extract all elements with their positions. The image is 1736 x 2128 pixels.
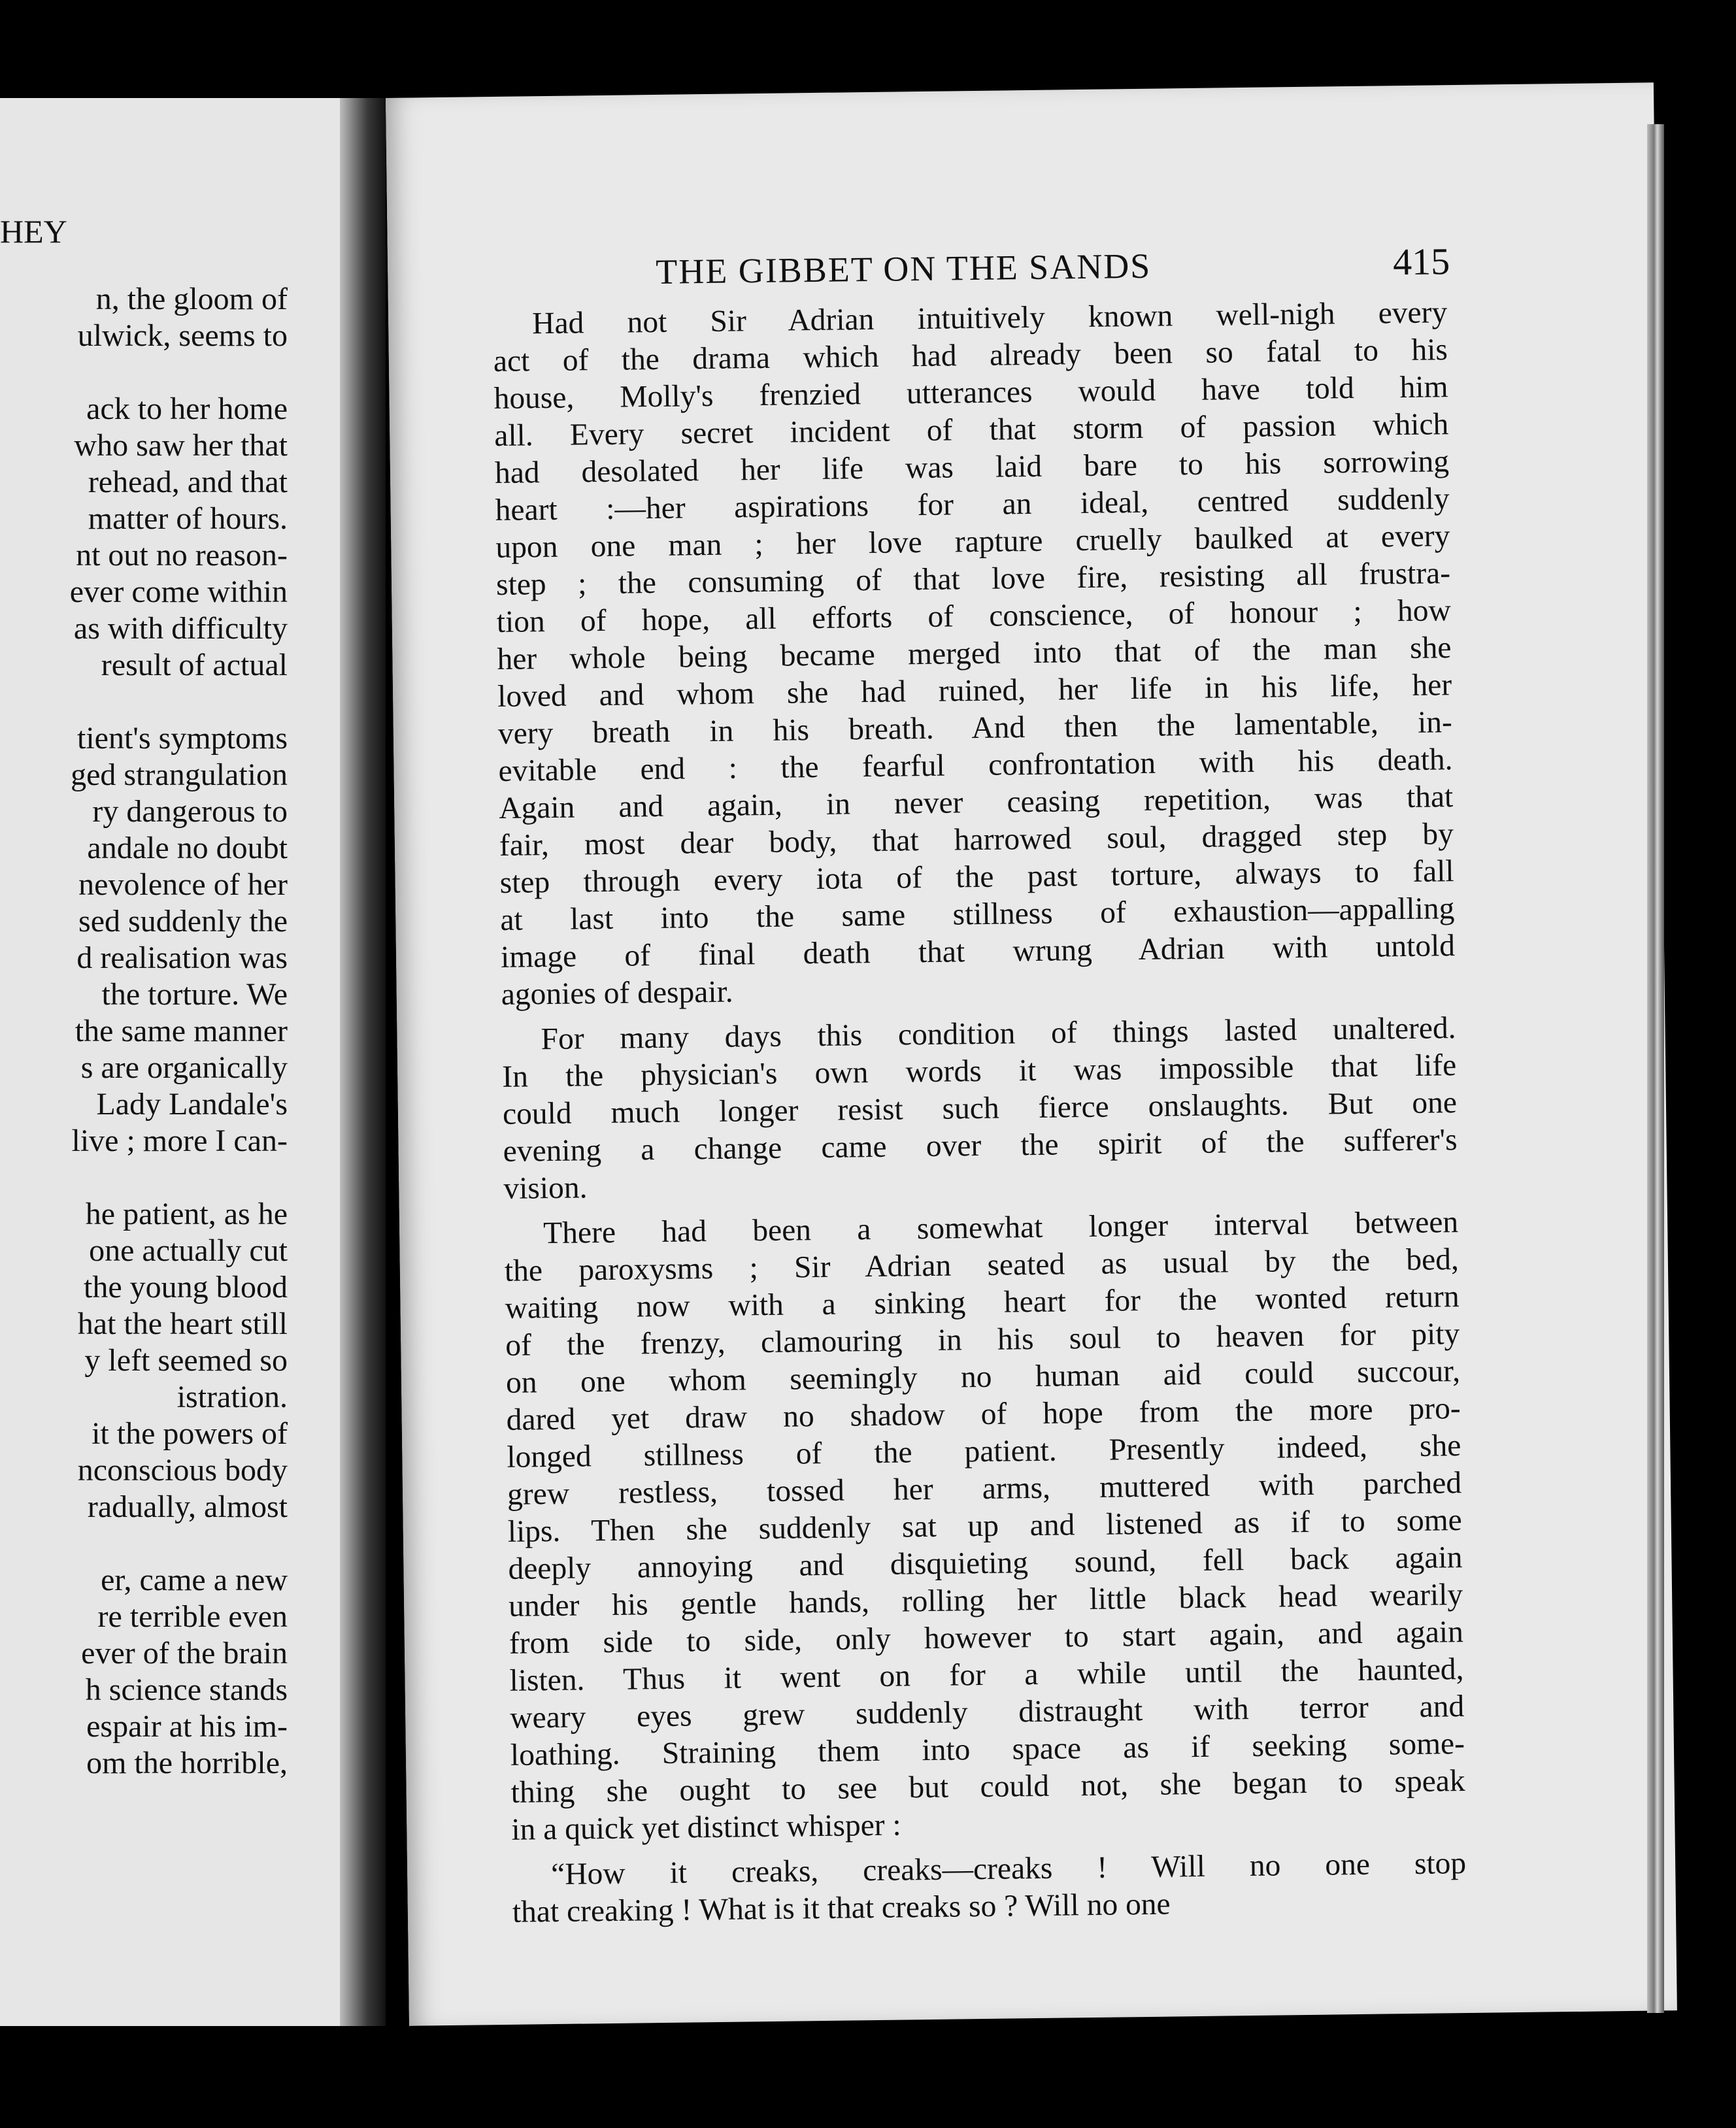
left-running-head: HEY <box>0 213 67 250</box>
text-line: loathing. Straining them into space as if seeking some- <box>510 1727 1465 1772</box>
left-page-line: tient's symptoms <box>76 721 288 756</box>
left-page-line: who saw her that <box>74 428 288 463</box>
text-line: on one whom seemingly no human aid could succour, <box>505 1354 1461 1400</box>
left-page-line: the same manner <box>75 1014 288 1048</box>
left-page-line: y left seemed so <box>84 1343 288 1378</box>
page-body <box>493 294 1467 1931</box>
text-line: For many days this condition of things lasted unaltered. <box>541 1011 1456 1057</box>
text-line: could much longer resist such fierce onslaughts. But one <box>502 1086 1458 1131</box>
left-page-line: result of actual <box>101 648 288 682</box>
running-head: THE GIBBET ON THE SANDS <box>655 246 1152 291</box>
left-page-line: re terrible even <box>97 1599 288 1634</box>
text-line: loved and whom she had ruined, her life in his life, her <box>497 668 1452 714</box>
text-line: fair, most dear body, that harrowed soul, dragged step by <box>499 817 1454 863</box>
text-line: very breath in his breath. And then the lamentable, in- <box>497 705 1453 751</box>
text-line: under his gentle hands, rolling her little black head wearily <box>508 1578 1463 1623</box>
text-line: listen. Thus it went on for a while until the haunted, <box>509 1652 1464 1698</box>
left-page-line: ged strangulation <box>71 757 288 792</box>
text-line: dared yet draw no shadow of hope from the more pro- <box>506 1391 1461 1437</box>
page-number: 415 <box>1392 240 1450 284</box>
left-page-line: nt out no reason- <box>76 538 288 573</box>
left-page <box>0 98 363 2026</box>
text-line: deeply annoying and disquieting sound, fell back again <box>508 1540 1463 1586</box>
text-line: image of final death that wrung Adrian with untold <box>500 929 1456 974</box>
left-page-line: espair at his im- <box>86 1709 288 1744</box>
left-page-line: ulwick, seems to <box>77 318 288 353</box>
left-page-line: Lady Landale's <box>96 1087 288 1122</box>
text-line: her whole being became merged into that of the man she <box>497 631 1452 676</box>
left-page-line: as with difficulty <box>73 611 288 646</box>
text-line: vision. <box>503 1171 588 1206</box>
paragraph <box>504 1204 1466 1849</box>
text-line: evening a change came over the spirit of the sufferer's <box>503 1123 1458 1169</box>
left-page-line: the young blood <box>84 1270 288 1305</box>
left-page-line: the torture. We <box>101 977 288 1012</box>
text-line: at last into the same stillness of exhaustion—appalling <box>500 891 1455 937</box>
left-page-line: ever come within <box>69 574 288 609</box>
text-line: grew restless, tossed her arms, muttered with parched <box>507 1466 1462 1512</box>
text-line: tion of hope, all efforts of conscience, of honour ; how <box>496 593 1452 639</box>
text-line: act of the drama which had already been so fatal to his <box>493 333 1448 379</box>
text-line: evitable end : the fearful confrontation with his death. <box>498 742 1453 788</box>
text-line: weary eyes grew suddenly distraught with terror and <box>509 1689 1465 1735</box>
left-page-line: ever of the brain <box>81 1636 288 1671</box>
text-line: of the frenzy, clamouring in his soul to heaven for pity <box>505 1317 1460 1363</box>
left-page-line: it the powers of <box>92 1416 288 1451</box>
paragraph <box>493 294 1456 1014</box>
left-page-line: h science stands <box>85 1672 288 1707</box>
paragraph <box>512 1845 1467 1931</box>
text-line: step ; the consuming of that love fire, resisting all frustra- <box>495 556 1451 602</box>
paragraph <box>501 1010 1458 1208</box>
text-line: waiting now with a sinking heart for the wonted return <box>505 1280 1460 1325</box>
text-line: all. Every secret incident of that storm of passion which <box>494 407 1449 454</box>
text-line: “How it creaks, creaks—creaks ! Will no one stop <box>550 1846 1467 1892</box>
text-line: step through every iota of the past torture, always to fall <box>499 854 1454 900</box>
left-page-line: d realisation was <box>76 940 288 975</box>
text-line: Again and again, in never ceasing repetition, was that <box>498 780 1454 825</box>
left-page-line: istration. <box>176 1380 288 1414</box>
text-line: In the physician's own words it was impossible that life <box>501 1048 1457 1094</box>
text-line: upon one man ; her love rapture cruelly baulked at every <box>495 519 1450 565</box>
text-line: in a quick yet distinct whisper : <box>511 1808 901 1847</box>
page-edge <box>1647 124 1664 2013</box>
text-line: longed stillness of the patient. Presently indeed, she <box>507 1429 1461 1474</box>
left-page-line: sed suddenly the <box>78 904 288 939</box>
left-page-line: nconscious body <box>77 1453 288 1488</box>
text-line: had desolated her life was laid bare to his sorrowing <box>494 444 1450 491</box>
left-page-line: er, came a new <box>101 1563 288 1597</box>
left-page-line: ack to her home <box>86 391 288 426</box>
left-page-line: om the horrible, <box>86 1746 288 1780</box>
text-line: from side to side, only however to start again, and again <box>509 1615 1464 1661</box>
left-page-line: he patient, as he <box>85 1197 288 1231</box>
text-line: the paroxysms ; Sir Adrian seated as usual by the bed, <box>504 1242 1460 1288</box>
left-page-line: n, the gloom of <box>95 282 288 316</box>
text-line: agonies of despair. <box>501 974 733 1012</box>
left-page-line: one actually cut <box>89 1233 288 1268</box>
left-page-line: radually, almost <box>87 1489 288 1524</box>
left-page-line: ry dangerous to <box>92 794 288 829</box>
book-gutter <box>340 98 386 2026</box>
right-page <box>386 82 1677 2025</box>
left-page-line: nevolence of her <box>78 867 288 902</box>
left-page-line: andale no doubt <box>87 831 288 865</box>
text-line: There had been a somewhat longer interval between <box>542 1205 1459 1251</box>
text-line: heart :—her aspirations for an ideal, centred suddenly <box>495 482 1450 527</box>
text-line: lips. Then she suddenly sat up and listened as if to some <box>507 1503 1463 1549</box>
left-page-line: matter of hours. <box>88 501 288 536</box>
left-page-line: live ; more I can- <box>71 1123 288 1158</box>
text-line: house, Molly's frenzied utterances would have told him <box>493 370 1448 416</box>
text-line: that creaking ! What is it that creaks so ? Will no one <box>512 1887 1171 1929</box>
text-line: thing she ought to see but could not, she began to speak <box>510 1764 1465 1810</box>
text-line: Had not Sir Adrian intuitively known well-nigh every <box>531 295 1448 341</box>
left-page-line: s are organically <box>80 1050 288 1085</box>
left-page-line: hat the heart still <box>77 1306 288 1341</box>
left-page-line: rehead, and that <box>88 465 288 499</box>
